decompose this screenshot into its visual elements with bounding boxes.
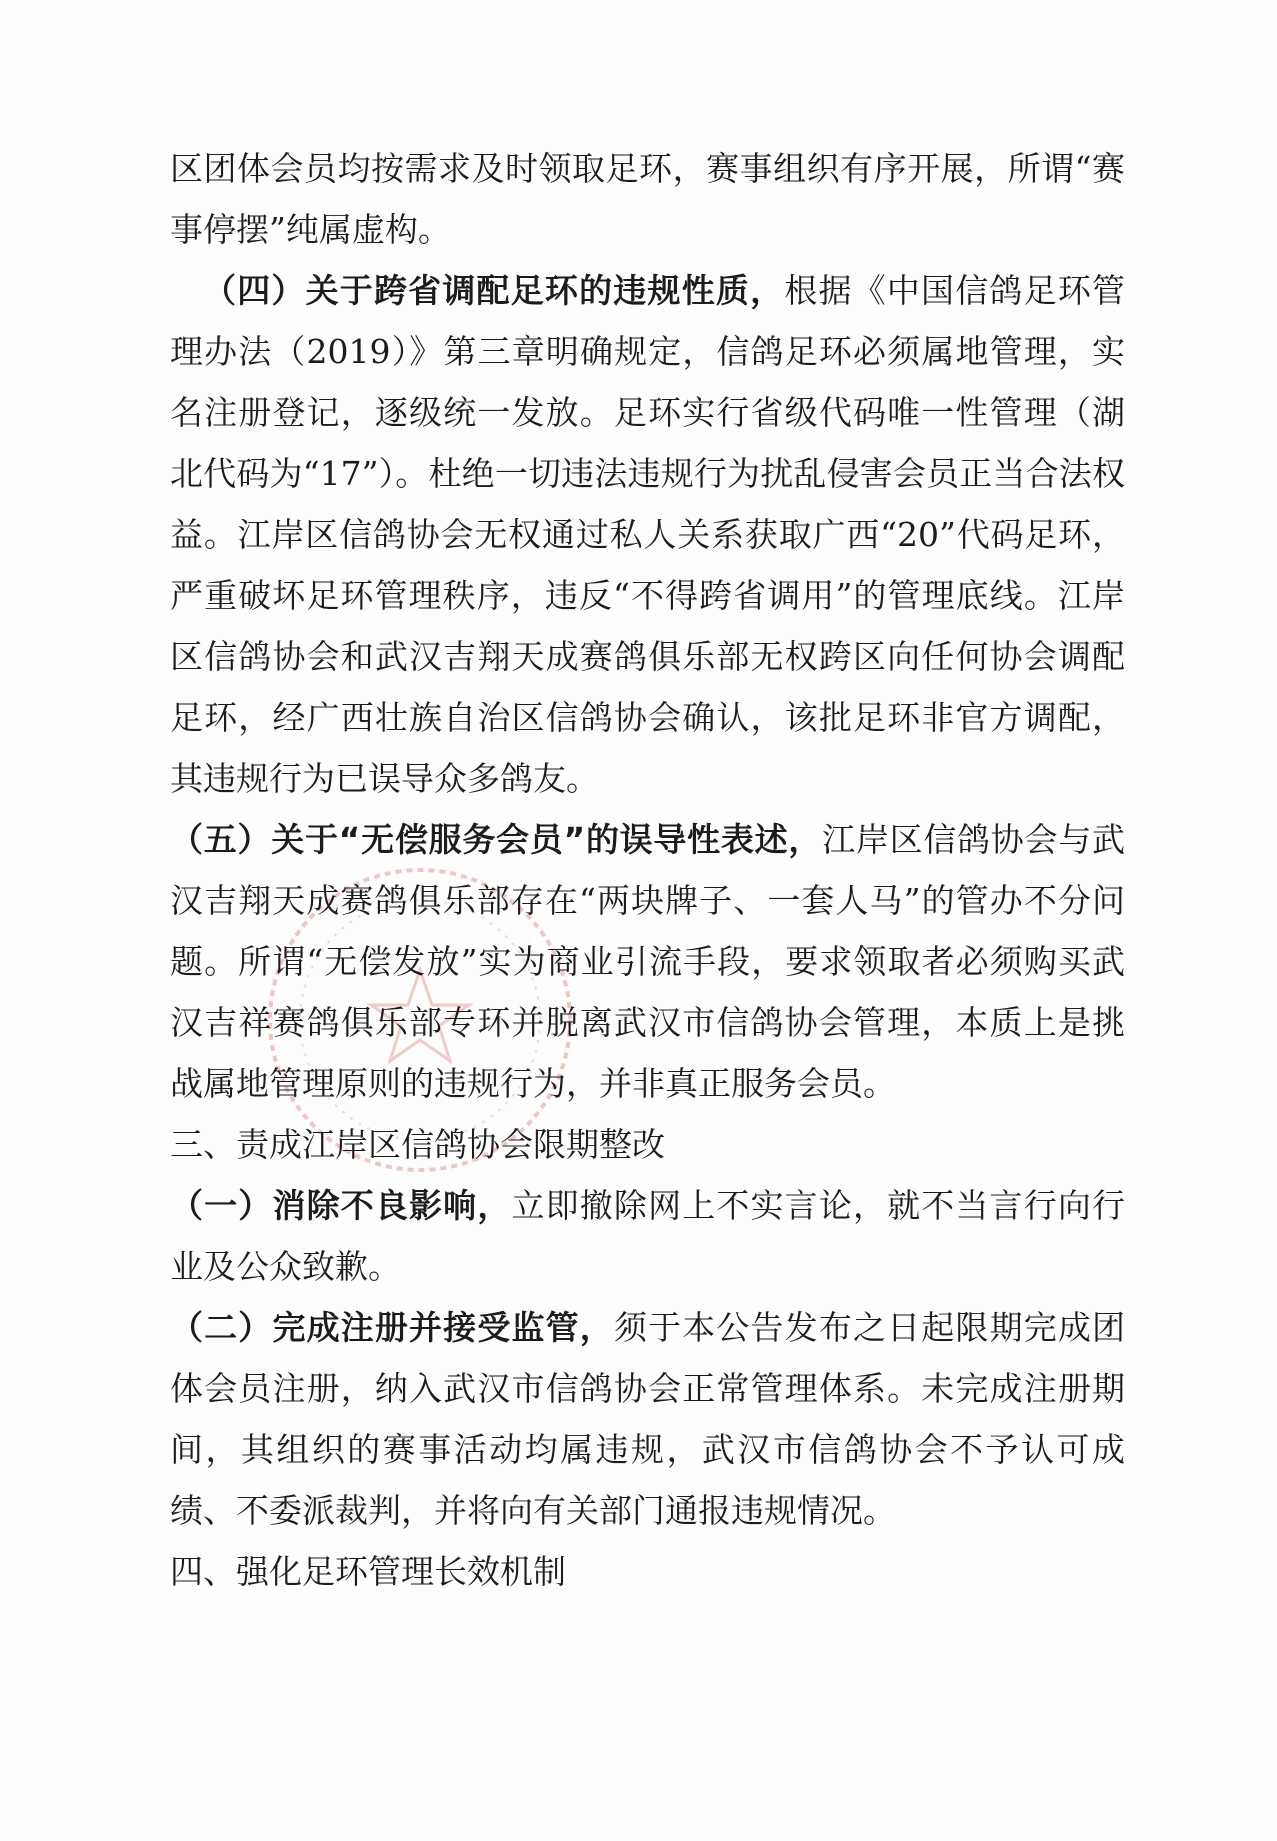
paragraph-text: 须于本公告发布之日起限期完成团体会员注册，纳入武汉市信鸽协会正常管理体系。未完成注册期间，其组织的赛事活动均属违规，武汉市信鸽协会不予认可成绩、不委派裁判，并将向有关部门通报违规情况。 <box>170 1308 1126 1530</box>
paragraph-section-5 <box>170 809 1125 1114</box>
paragraph-lead: （五）关于“无偿服务会员”的误导性表述， <box>170 820 823 859</box>
paragraph-lead: （四）关于跨省调配足环的违规性质， <box>203 271 785 310</box>
paragraph-item-1 <box>170 1175 1125 1297</box>
paragraph-text: 立即撤除网上不实言论，就不当言行向行业及公众致歉。 <box>170 1186 1126 1286</box>
paragraph-lead: （一）消除不良影响， <box>170 1186 512 1225</box>
paragraph-lead: （二）完成注册并接受监管， <box>170 1308 614 1347</box>
paragraph-section-4 <box>170 260 1125 809</box>
paragraph-text: 江岸区信鸽协会与武汉吉翔天成赛鸽俱乐部存在“两块牌子、一套人马”的管办不分问题。所谓“无偿发放”实为商业引流手段，要求领取者必须购买武汉吉祥赛鸽俱乐部专环并脱离武汉市信鸽协会管理，本质上是挑战属地管理原则的违规行为，并非真正服务会员。 <box>170 820 1125 1103</box>
paragraph-text: 区团体会员均按需求及时领取足环，赛事组织有序开展，所谓“赛事停摆”纯属虚构。 <box>170 149 1125 249</box>
section-heading-4: 四、强化足环管理长效机制 <box>170 1552 566 1591</box>
section-heading-3: 三、责成江岸区信鸽协会限期整改 <box>170 1125 665 1164</box>
paragraph-item-2 <box>170 1297 1125 1541</box>
paragraph-continuation <box>170 138 1125 260</box>
paragraph-text: 根据《中国信鸽足环管理办法（2019）》第三章明确规定，信鸽足环必须属地管理，实名注册登记，逐级统一发放。足环实行省级代码唯一性管理（湖北代码为“17”）。杜绝一切违法违规行为扰乱侵害会员正当合法权益。江岸区信鸽协会无权通过私人关系获取广西“20”代码足环，严重破坏足环管理秩序，违反“不得跨省调用”的管理底线。江岸区信鸽协会和武汉吉翔天成赛鸽俱乐部无权跨区向任何协会调配足环，经广西壮族自治区信鸽协会确认，该批足环非官方调配，其违规行为已误导众多鸽友。 <box>170 271 1126 798</box>
document-body <box>170 138 1125 1602</box>
